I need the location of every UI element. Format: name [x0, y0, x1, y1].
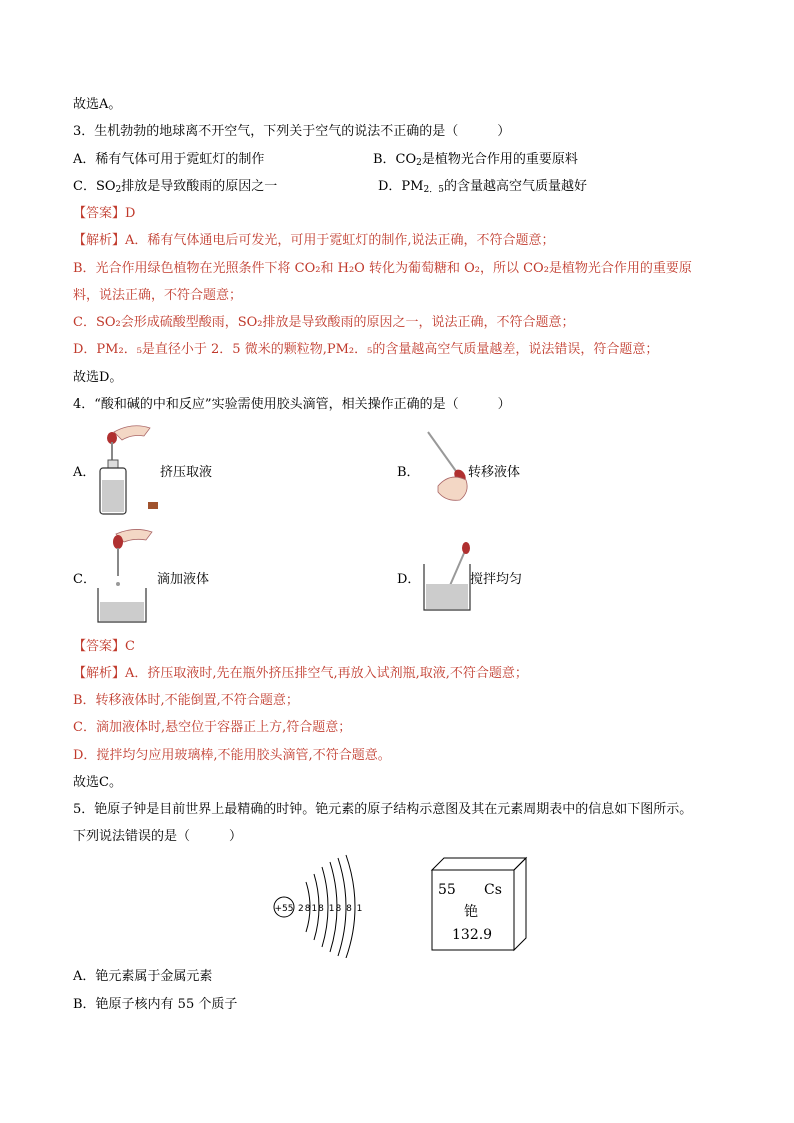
q4-option-a-label: 挤压取液	[160, 465, 213, 480]
q5-stem-line2: 下列说法错误的是（ ）	[73, 829, 243, 844]
q5-option-b: B．铯原子核内有 55 个质子	[73, 997, 238, 1012]
q5-stem-line1: 5．铯原子钟是目前世界上最精确的时钟。铯元素的原子结构示意图及其在元素周期表中的信息如下图所示。	[73, 802, 693, 817]
prev-conclusion: 故选A。	[73, 97, 122, 112]
dropper-squeeze-figure	[92, 422, 164, 518]
q3-conclusion: 故选D。	[73, 370, 123, 385]
q4-option-b-label: 转移液体	[468, 465, 521, 480]
element-atomic-number: 55	[438, 882, 456, 898]
cesium-atom-structure-diagram	[266, 852, 376, 958]
q4-option-c-label: 滴加液体	[157, 572, 210, 587]
q5-option-a: A．铯元素属于金属元素	[73, 969, 213, 984]
q4-conclusion: 故选C。	[73, 775, 122, 790]
q4-analysis-c: C．滴加液体时,悬空位于容器正上方,符合题意；	[73, 720, 352, 735]
dropper-stir-figure	[420, 540, 474, 614]
q3-analysis-c: C．SO₂会形成硫酸型酸雨，SO₂排放是导致酸雨的原因之一，说法正确，不符合题意；	[73, 315, 575, 330]
q4-option-c-letter: C．	[73, 572, 96, 587]
q4-analysis-d: D．搅拌均匀应用玻璃棒,不能用胶头滴管,不符合题意。	[73, 748, 391, 763]
q4-analysis-b: B．转移液体时,不能倒置,不符合题意；	[73, 693, 299, 708]
q3-option-c: C．$SO_2$排放是导致酸雨的原因之一	[73, 179, 278, 195]
element-atomic-mass: 132.9	[452, 927, 493, 943]
q3-option-d: D．$PM_{2.5}$的含量越高空气质量越好	[378, 179, 587, 195]
q3-stem: 3．生机勃勃的地球离不开空气，下列关于空气的说法不正确的是（ ）	[73, 124, 511, 139]
q4-analysis-a: 【解析】A．挤压取液时,先在瓶外挤压排空气,再放入试剂瓶,取液,不符合题意；	[73, 666, 528, 681]
electron-shells: 2818 18 8 1	[298, 904, 364, 914]
element-symbol: Cs	[484, 882, 502, 898]
q3-analysis-a: 【解析】A．稀有气体通电后可发光，可用于霓虹灯的制作,说法正确，不符合题意；	[73, 233, 555, 248]
q3-analysis-b2: 料，说法正确，不符合题意；	[73, 288, 243, 303]
element-chinese-name: 铯	[464, 904, 478, 920]
nucleus-charge: +55	[274, 904, 294, 914]
q3-analysis-d: D．PM₂．₅是直径小于 2．5 微米的颗粒物,PM₂．₅的含量越高空气质量越差，说法错误，符合题意；	[73, 342, 659, 357]
q4-stem: 4．“酸和碱的中和反应”实验需使用胶头滴管，相关操作正确的是（ ）	[73, 397, 511, 412]
q4-answer: 【答案】C	[73, 639, 135, 654]
q3-analysis-b1: B．光合作用绿色植物在光照条件下将 CO₂和 H₂O 转化为葡萄糖和 O₂，所以 CO₂是植物光合作用的重要原	[73, 261, 692, 276]
q4-option-d-label: 搅拌均匀	[470, 572, 523, 587]
q3-answer: 【答案】D	[73, 206, 136, 221]
q4-option-d-letter: D．	[397, 572, 421, 587]
q3-option-b: B．$CO_2$是植物光合作用的重要原料	[373, 152, 578, 168]
dropper-dripping-figure	[94, 526, 164, 626]
q3-option-a: A．稀有气体可用于霓虹灯的制作	[73, 152, 265, 167]
q4-option-b-letter: B．	[397, 465, 420, 480]
q4-option-a-letter: A．	[73, 465, 96, 480]
